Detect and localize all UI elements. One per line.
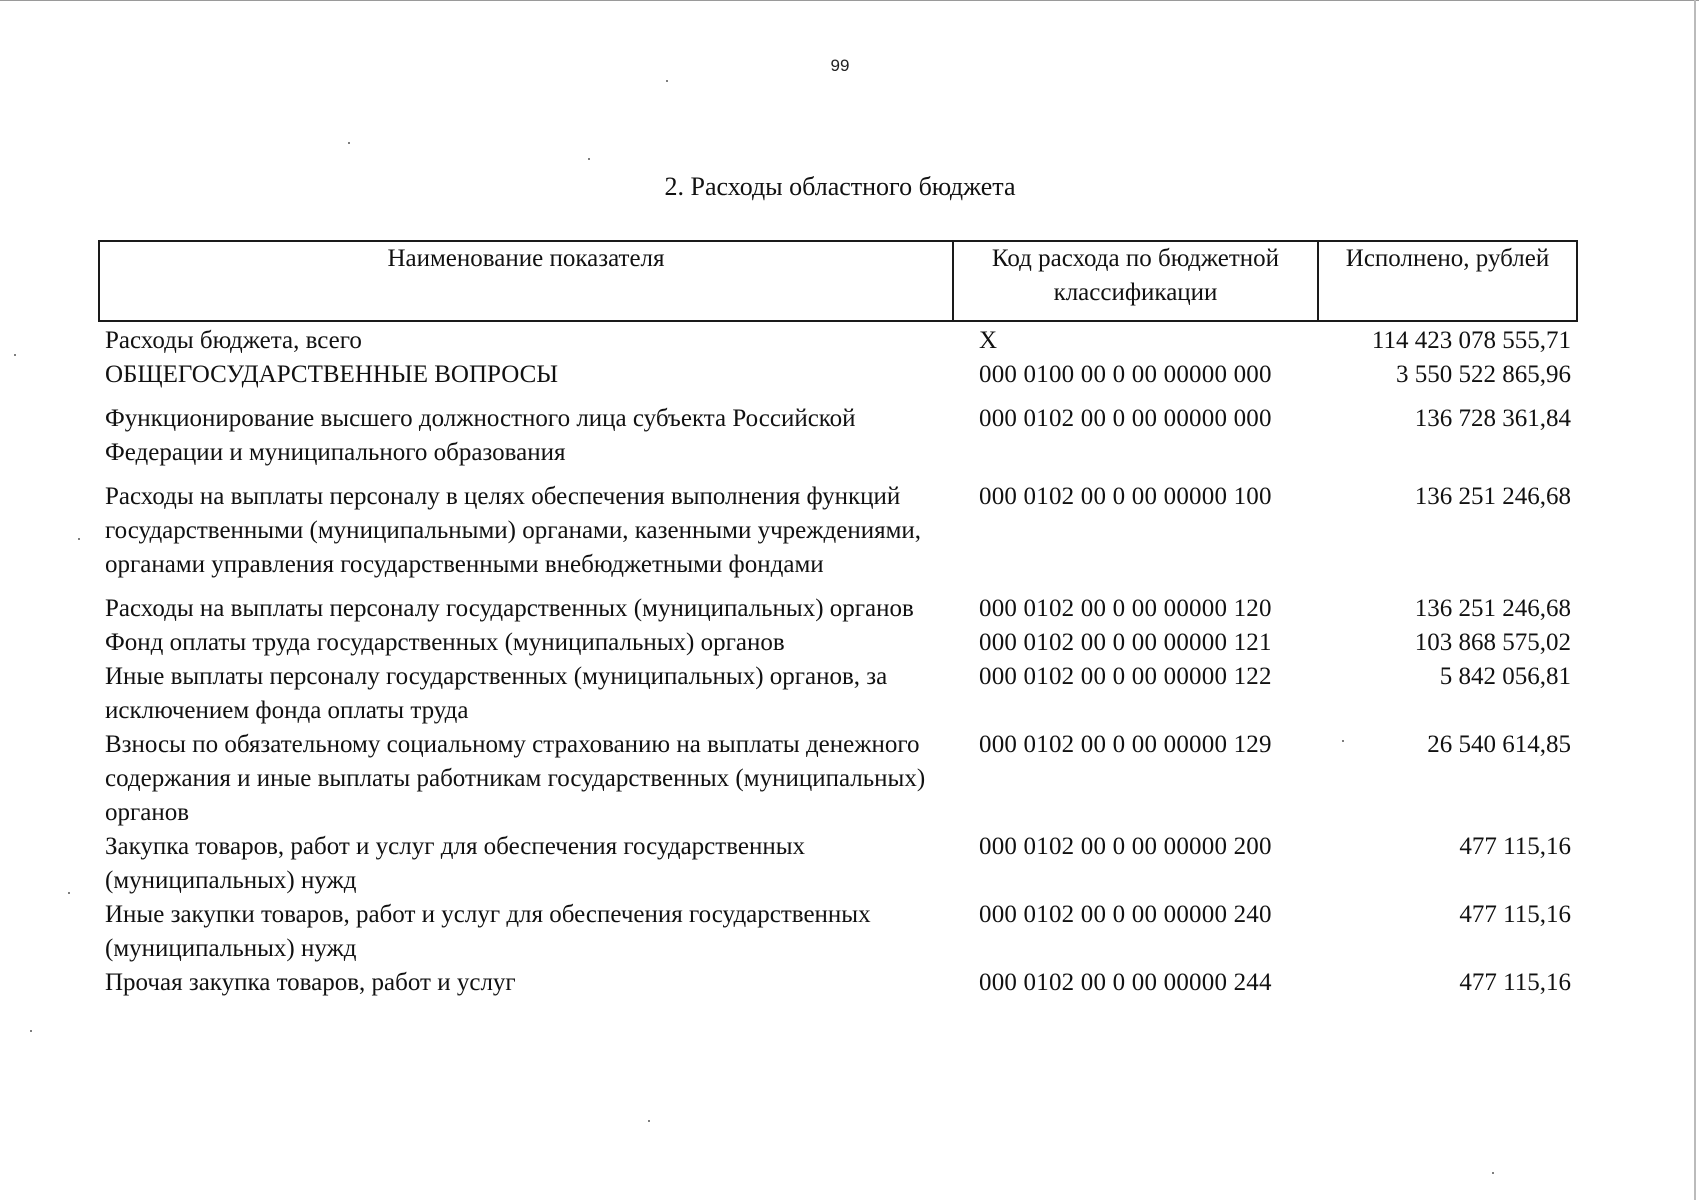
scan-speck [78, 538, 80, 540]
scan-speck [648, 1120, 650, 1122]
scan-speck [348, 142, 350, 144]
row-sum: 103 868 575,02 [1414, 629, 1571, 656]
table-row [99, 966, 1577, 1000]
table-row [99, 358, 1577, 392]
row-code: 000 0100 00 0 00 00000 000 [979, 361, 1272, 388]
row-name: Закупка товаров, работ и услуг для обеспечения государственных (муниципальных) нужд [105, 833, 806, 894]
table-row [99, 728, 1577, 830]
row-sum: 477 115,16 [1459, 901, 1571, 928]
scan-speck [14, 354, 16, 356]
table-row [99, 321, 1577, 358]
header-name: Наименование показателя [99, 241, 953, 321]
row-sum: 477 115,16 [1459, 833, 1571, 860]
scan-speck [68, 892, 70, 894]
scan-speck [1492, 1172, 1494, 1174]
row-code: 000 0102 00 0 00 00000 100 [979, 483, 1272, 510]
row-code: X [979, 327, 998, 354]
row-code: 000 0102 00 0 00 00000 120 [979, 595, 1272, 622]
row-name: Иные выплаты персоналу государственных (муниципальных) органов, за исключением фонда оплаты труда [105, 663, 888, 724]
row-sum: 477 115,16 [1459, 969, 1571, 996]
row-sum: 136 251 246,68 [1414, 483, 1571, 510]
table-row [99, 470, 1577, 582]
row-sum: 3 550 522 865,96 [1396, 361, 1571, 388]
row-name: Прочая закупка товаров, работ и услуг [105, 969, 516, 996]
row-name: Взносы по обязательному социальному страхованию на выплаты денежного содержания и иные выплаты работникам государственных (муниципальных) органов [105, 731, 926, 826]
row-sum: 114 423 078 555,71 [1371, 327, 1571, 354]
scan-speck [30, 1030, 32, 1032]
table-row [99, 830, 1577, 898]
row-sum: 136 728 361,84 [1414, 405, 1571, 432]
table-row [99, 392, 1577, 470]
expenses-table [98, 240, 1578, 1000]
scan-speck [666, 80, 668, 82]
page-number: 99 [830, 56, 850, 75]
row-name: Функционирование высшего должностного лица субъекта Российской Федерации и муниципального образования [105, 405, 856, 466]
row-name: Фонд оплаты труда государственных (муниципальных) органов [105, 629, 785, 656]
row-code: 000 0102 00 0 00 00000 122 [979, 663, 1272, 690]
header-sum: Исполнено, рублей [1318, 241, 1577, 321]
table-header-row [99, 241, 1577, 321]
right-edge-rule [1694, 0, 1696, 1200]
row-name: ОБЩЕГОСУДАРСТВЕННЫЕ ВОПРОСЫ [105, 361, 559, 388]
row-sum: 5 842 056,81 [1439, 663, 1571, 690]
row-name: Расходы на выплаты персоналу государственных (муниципальных) органов [105, 595, 914, 622]
row-name: Расходы на выплаты персоналу в целях обеспечения выполнения функций государственными (муниципальными) органами, казенными учреждениями, органами управления государственными внебюджетными фондами [105, 483, 922, 578]
table-row [99, 582, 1577, 626]
header-code: Код расхода по бюджетной классификации [953, 241, 1318, 321]
row-code: 000 0102 00 0 00 00000 129 [979, 731, 1272, 758]
row-name: Расходы бюджета, всего [105, 327, 362, 354]
row-sum: 26 540 614,85 [1427, 731, 1571, 758]
table-row [99, 898, 1577, 966]
row-sum: 136 251 246,68 [1414, 595, 1571, 622]
page-title: 2. Расходы областного бюджета [664, 172, 1016, 201]
top-edge-rule [0, 0, 1699, 1]
row-code: 000 0102 00 0 00 00000 240 [979, 901, 1272, 928]
row-code: 000 0102 00 0 00 00000 200 [979, 833, 1272, 860]
table-row [99, 626, 1577, 660]
row-code: 000 0102 00 0 00 00000 121 [979, 629, 1272, 656]
row-name: Иные закупки товаров, работ и услуг для обеспечения государственных (муниципальных) нужд [105, 901, 871, 962]
table-row [99, 660, 1577, 728]
scan-speck [588, 158, 590, 160]
row-code: 000 0102 00 0 00 00000 000 [979, 405, 1272, 432]
row-code: 000 0102 00 0 00 00000 244 [979, 969, 1272, 996]
